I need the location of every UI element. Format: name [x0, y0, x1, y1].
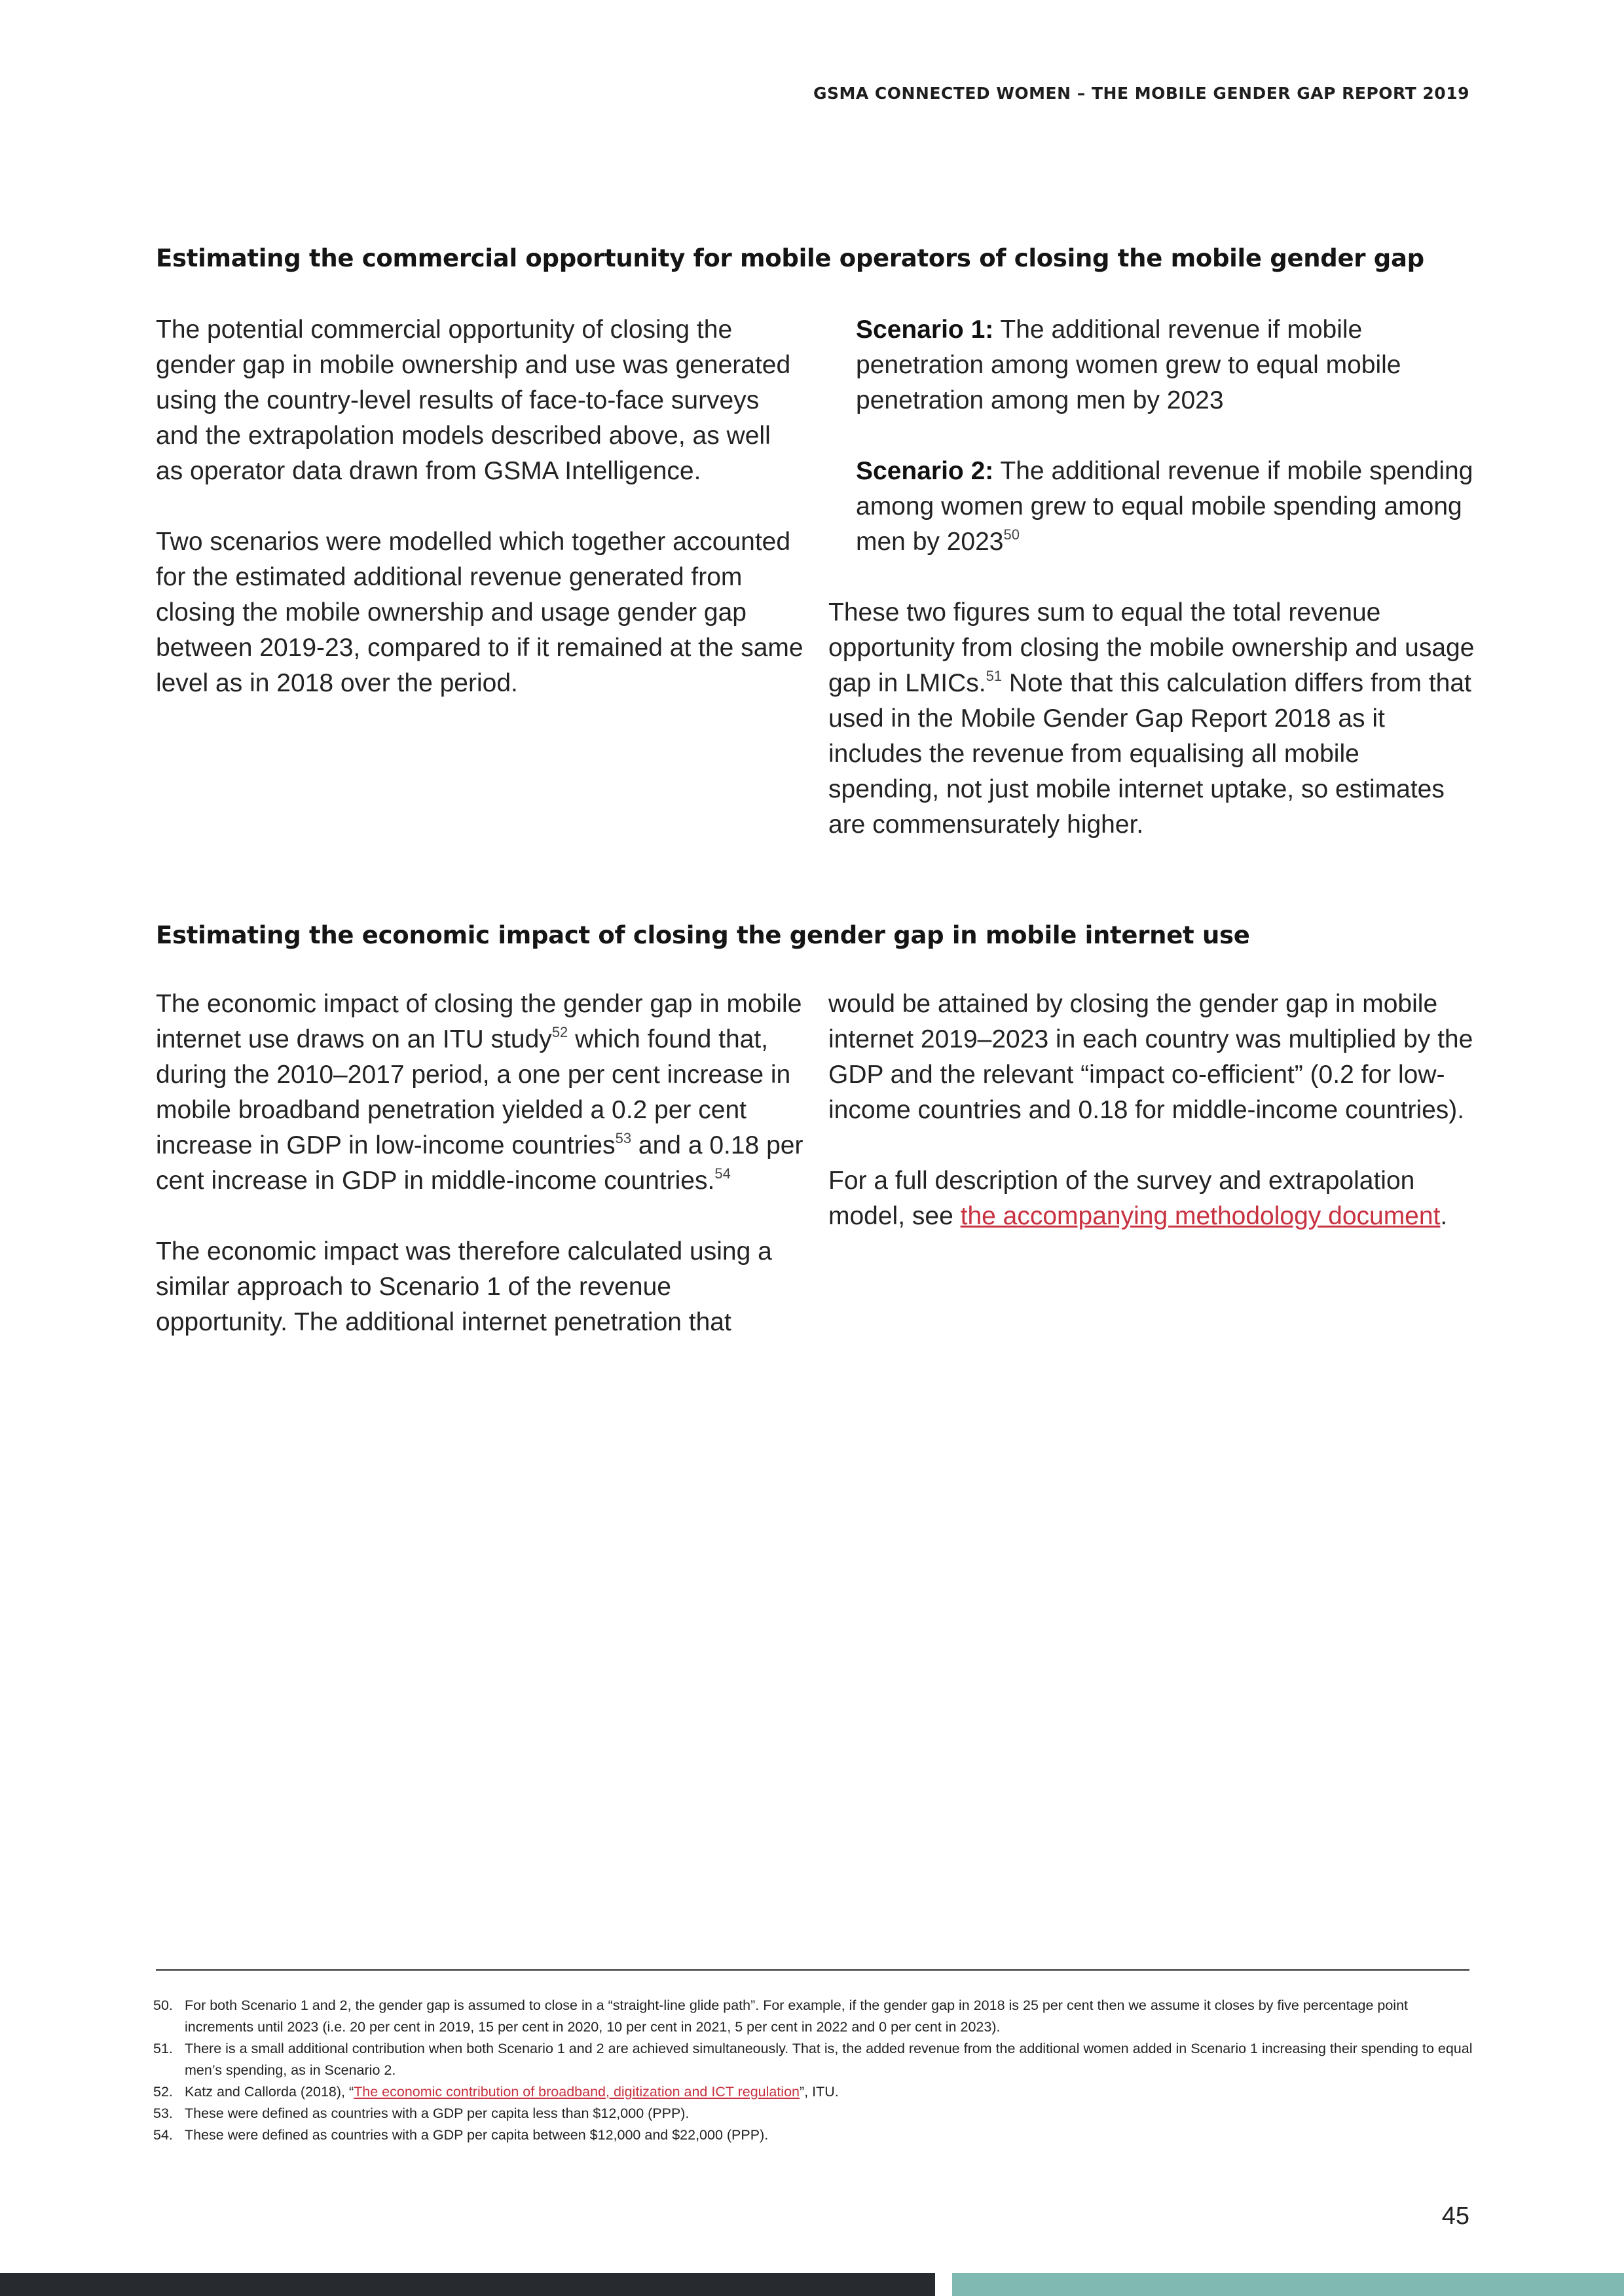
footnote-ref-52[interactable]: 52 [551, 1024, 568, 1040]
footnote-52 [153, 2081, 1473, 2103]
paragraph-text: . [1440, 1202, 1448, 1230]
scenario-1-text: The additional revenue if mobile penetration among women grew to equal mobile penetration among men by 2023 [856, 316, 1401, 414]
footnote-text-part: Katz and Callorda (2018), “ [185, 2084, 354, 2100]
section2-right-column [828, 987, 1477, 1234]
footnote-number: 51. [153, 2041, 173, 2056]
paragraph: Two scenarios were modelled which together accounted for the estimated additional revenue generated from closing the mobile ownership and usage gender gap between 2019-23, compared to if it remained at the same level as in 2018 over the period. [156, 528, 803, 697]
footnote-text: These were defined as countries with a GDP per capita between $12,000 and $22,000 (PPP). [185, 2127, 769, 2143]
scenario-1-label: Scenario 1: [856, 316, 994, 344]
footnote-text [185, 2081, 1473, 2103]
footnote-ref-54[interactable]: 54 [714, 1165, 731, 1182]
footnote-ref-51[interactable]: 51 [986, 668, 1003, 684]
itu-report-link[interactable]: The economic contribution of broadband, digitization and ICT regulation [354, 2084, 800, 2100]
running-header: GSMA CONNECTED WOMEN – THE MOBILE GENDER GAP REPORT 2019 [813, 84, 1469, 103]
footnote-ref-53[interactable]: 53 [615, 1130, 632, 1146]
footer-bar-teal [952, 2273, 1624, 2296]
footnote-text: These were defined as countries with a GDP per capita less than $12,000 (PPP). [185, 2105, 690, 2121]
scenario-2-text: The additional revenue if mobile spending among women grew to equal mobile spending among men by 2023 [856, 457, 1473, 556]
paragraph [828, 1163, 1477, 1234]
paragraph-text: Note that this calculation differs from that used in the Mobile Gender Gap Report 2018 as it includes the revenue from equalising all mobile spending, not just mobile internet uptake, so estimates are commensurately higher. [828, 669, 1471, 839]
footnote-number: 53. [153, 2105, 173, 2121]
paragraph-text: These two figures sum to equal the total revenue opportunity from closing the mobile ownership and usage gap in LMICs. [828, 598, 1475, 697]
page-number: 45 [1441, 2202, 1469, 2230]
section1-left-column [156, 312, 804, 701]
scenario-1 [828, 312, 1477, 418]
paragraph-text: and a 0.18 per cent increase in GDP in middle-income countries. [156, 1131, 803, 1195]
section-title-commercial-opportunity: Estimating the commercial opportunity for mobile operators of closing the mobile gender gap [156, 244, 1424, 272]
paragraph-text: The economic impact of closing the gender gap in mobile internet use draws on an ITU study [156, 990, 802, 1053]
footnote-number: 50. [153, 1997, 173, 2013]
scenario-2-label: Scenario 2: [856, 457, 994, 485]
footnote-51 [153, 2038, 1473, 2081]
methodology-document-link[interactable]: the accompanying methodology document [960, 1202, 1441, 1230]
footnote-number: 52. [153, 2084, 173, 2100]
section1-right-column [828, 312, 1477, 843]
paragraph [828, 595, 1477, 843]
footnote-54 [153, 2124, 1473, 2146]
footnote-number: 54. [153, 2127, 173, 2143]
footer-bar-dark [0, 2273, 935, 2296]
paragraph: The potential commercial opportunity of closing the gender gap in mobile ownership and use was generated using the country-level results of face-to-face surveys and the extrapolation models described above, as well as operator data drawn from GSMA Intelligence. [156, 316, 791, 485]
paragraph-text: For a full description of the survey and extrapolation model, see [828, 1167, 1415, 1230]
footnote-text: There is a small additional contribution when both Scenario 1 and 2 are achieved simultaneously. That is, the added revenue from the additional women added in Scenario 1 increasing their spending to equal men’s spending, as in Scenario 2. [185, 2041, 1473, 2078]
footnote-ref-50[interactable]: 50 [1003, 526, 1020, 543]
footnote-divider [156, 1969, 1469, 1971]
paragraph [156, 987, 804, 1199]
section-title-economic-impact: Estimating the economic impact of closing the gender gap in mobile internet use [156, 921, 1250, 949]
scenario-2 [828, 454, 1477, 560]
footnote-text: For both Scenario 1 and 2, the gender gap is assumed to close in a “straight-line glide path”. For example, if the gender gap in 2018 is 25 per cent then we assume it closes by five percentage point increments until 2023 (i.e. 20 per cent in 2019, 15 per cent in 2020, 10 per cent in 2021, 5 per cent in 2022 and 0 per cent in 2023). [185, 1997, 1409, 2035]
footnote-text-part: ”, ITU. [800, 2084, 839, 2100]
paragraph-text: which found that, during the 2010–2017 period, a one per cent increase in mobile broadband penetration yielded a 0.2 per cent increase in GDP in low-income countries [156, 1025, 791, 1159]
section2-left-column [156, 987, 804, 1340]
footnote-53 [153, 2103, 1473, 2124]
paragraph: would be attained by closing the gender gap in mobile internet 2019–2023 in each country was multiplied by the GDP and the relevant “impact co-efficient” (0.2 for low-income countries and 0.18 for middle-income countries). [828, 990, 1473, 1124]
footnote-50 [153, 1995, 1473, 2038]
paragraph: The economic impact was therefore calculated using a similar approach to Scenario 1 of the revenue opportunity. The additional internet penetration that [156, 1237, 772, 1336]
footnotes [153, 1995, 1473, 2146]
